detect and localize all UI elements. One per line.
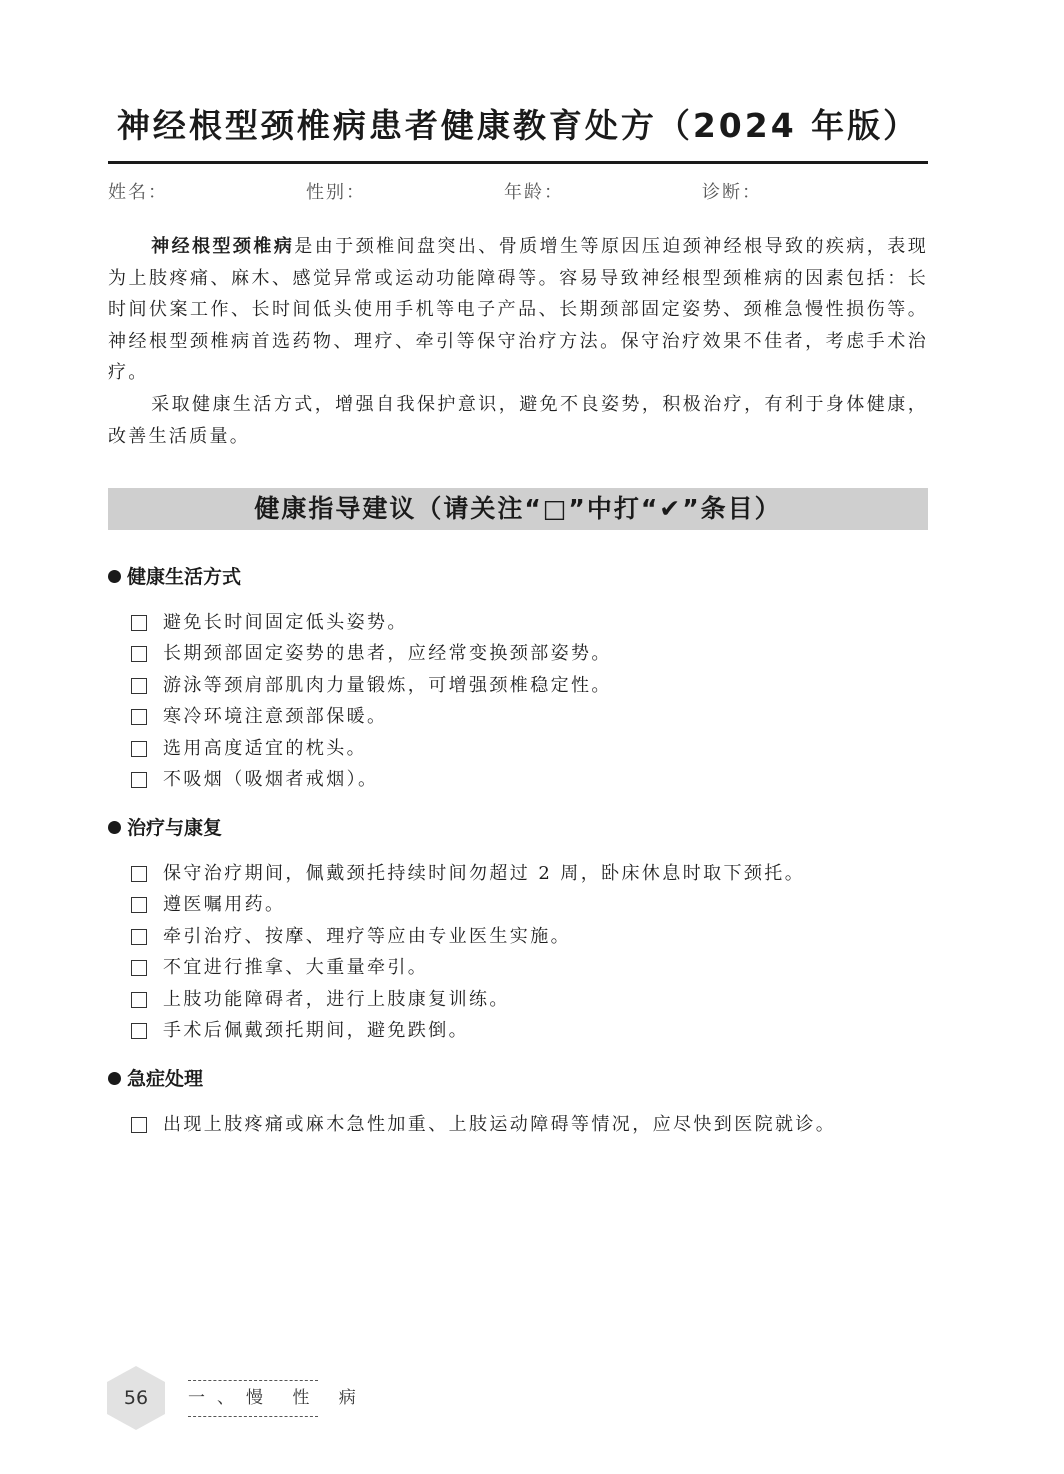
intro-paragraph-1-text: 是由于颈椎间盘突出、骨质增生等原因压迫颈神经根导致的疾病，表现为上肢疼痛、麻木、感觉异常或运动功能障碍等。容易导致神经根型颈椎病的因素包括：长时间伏案工作、长时间低头使用手机等电子产品、长期颈部固定姿势、颈椎急慢性损伤等。神经根型颈椎病首选药物、理疗、牵引等保守治疗方法。保守治疗效果不佳者，考虑手术治疗。 [108, 236, 928, 383]
checkbox-icon[interactable] [131, 1117, 147, 1133]
section-heading-text: 急症处理 [127, 1068, 204, 1090]
checkbox-icon[interactable] [131, 897, 147, 913]
checklist-item-text: 避免长时间固定低头姿势。 [163, 612, 408, 633]
checkbox-icon[interactable] [131, 992, 147, 1008]
guidance-banner [108, 488, 928, 530]
checkbox-icon[interactable] [131, 741, 147, 757]
bullet-icon [108, 570, 121, 583]
checkbox-icon[interactable] [131, 866, 147, 882]
intro-paragraph-1 [108, 231, 928, 389]
guidance-banner-text: 健康指导建议（请关注“□”中打“✔”条目） [254, 494, 782, 523]
bullet-icon [108, 1072, 121, 1085]
page-number: 56 [123, 1387, 149, 1409]
intro-paragraph-2-text: 采取健康生活方式，增强自我保护意识，避免不良姿势，积极治疗，有利于身体健康，改善生活质量。 [108, 394, 928, 447]
checkbox-icon[interactable] [131, 772, 147, 788]
section-heading-treatment [108, 814, 222, 842]
name-label: 姓名： [108, 182, 168, 203]
intro-lead-term: 神经根型颈椎病 [151, 236, 295, 257]
section-heading-lifestyle [108, 563, 241, 591]
checkbox-icon[interactable] [131, 929, 147, 945]
checklist-item-text: 手术后佩戴颈托期间，避免跌倒。 [163, 1020, 469, 1041]
checklist-item-text: 选用高度适宜的枕头。 [163, 738, 367, 759]
checklist-item-text: 上肢功能障碍者，进行上肢康复训练。 [163, 989, 510, 1010]
age-label: 年龄： [504, 182, 564, 203]
checkbox-icon[interactable] [131, 678, 147, 694]
checklist-item-text: 出现上肢疼痛或麻木急性加重、上肢运动障碍等情况，应尽快到医院就诊。 [163, 1114, 837, 1135]
checkbox-icon[interactable] [131, 960, 147, 976]
diagnosis-label: 诊断： [702, 182, 762, 203]
checklist-item-text: 牵引治疗、按摩、理疗等应由专业医生实施。 [163, 926, 571, 947]
section-heading-text: 治疗与康复 [127, 817, 223, 839]
checklist-item-text: 寒冷环境注意颈部保暖。 [163, 706, 388, 727]
chapter-label: 一、慢 性 病 [188, 1388, 368, 1408]
page-title: 神经根型颈椎病患者健康教育处方（2024 年版） [116, 106, 920, 145]
checklist-item-text: 不吸烟（吸烟者戒烟）。 [163, 769, 379, 790]
footer-divider-top [188, 1380, 318, 1381]
checklist-item-text: 长期颈部固定姿势的患者，应经常变换颈部姿势。 [163, 643, 612, 664]
footer-divider-bottom [188, 1416, 318, 1417]
section-heading-emergency [108, 1065, 203, 1093]
patient-info-row [0, 180, 1064, 206]
checkbox-icon[interactable] [131, 709, 147, 725]
checkbox-icon[interactable] [131, 615, 147, 631]
bullet-icon [108, 821, 121, 834]
section-heading-text: 健康生活方式 [127, 566, 242, 588]
checkbox-icon[interactable] [131, 1023, 147, 1039]
checklist-item-text: 游泳等颈肩部肌肉力量锻炼，可增强颈椎稳定性。 [163, 675, 612, 696]
intro-paragraph-2 [108, 389, 928, 452]
gender-label: 性别： [306, 182, 366, 203]
checkbox-icon[interactable] [131, 646, 147, 662]
checklist-item-text: 遵医嘱用药。 [163, 894, 286, 915]
title-divider [108, 161, 928, 164]
checklist-item-text: 不宜进行推拿、大重量牵引。 [163, 957, 429, 978]
checklist-item-text: 保守治疗期间，佩戴颈托持续时间勿超过 2 周，卧床休息时取下颈托。 [163, 863, 806, 884]
